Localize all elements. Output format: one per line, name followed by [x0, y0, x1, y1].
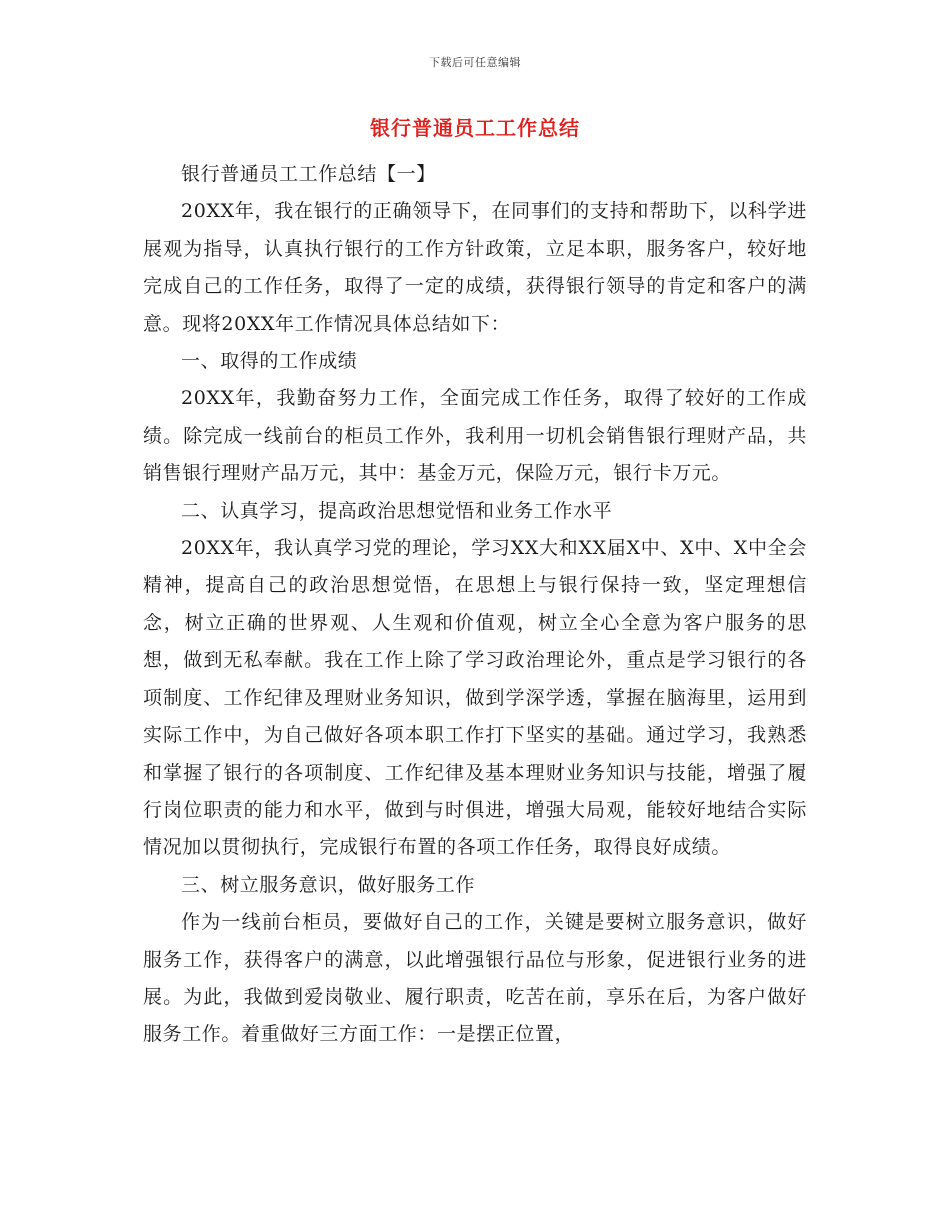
document-body [143, 156, 807, 1054]
section-heading-one: 银行普通员工工作总结【一】 [181, 163, 436, 185]
body-paragraph: 20XX年，我勤奋努力工作，全面完成工作任务，取得了较好的工作成绩。除完成一线前台的柜员工作外，我利用一切机会销售银行理财产品，共销售银行理财产品万元，其中：基金万元，保险万元，银行卡万元。 [143, 387, 807, 485]
body-paragraph: 20XX年，我认真学习党的理论，学习XX大和XX届X中、X中、X中全会精神，提高自己的政治思想觉悟，在思想上与银行保持一致，坚定理想信念，树立正确的世界观、人生观和价值观，树立全心全意为客户服务的思想，做到无私奉献。我在工作上除了学习政治理论外，重点是学习银行的各项制度、工作纪律及理财业务知识，做到学深学透，掌握在脑海里，运用到实际工作中，为自己做好各项本职工作打下坚实的基础。通过学习，我熟悉和掌握了银行的各项制度、工作纪律及基本理财业务知识与技能，增强了履行岗位职责的能力和水平，做到与时俱进，增强大局观，能较好地结合实际情况加以贯彻执行，完成银行布置的各项工作任务，取得良好成绩。 [143, 537, 807, 859]
document-title: 银行普通员工工作总结 [370, 116, 580, 140]
section-heading: 二、认真学习，提高政治思想觉悟和业务工作水平 [181, 499, 613, 522]
section-heading: 三、树立服务意识，做好服务工作 [181, 873, 476, 896]
section-heading: 一、取得的工作成绩 [181, 350, 358, 373]
body-paragraph: 作为一线前台柜员，要做好自己的工作，关键是要树立服务意识，做好服务工作，获得客户的满意，以此增强银行品位与形象，促进银行业务的进展。为此，我做到爱岗敬业、履行职责，吃苦在前，享乐在后，为客户做好服务工作。着重做好三方面工作：一是摆正位置， [143, 911, 807, 1046]
page-header-note: 下载后可任意编辑 [429, 56, 521, 69]
body-paragraph: 20XX年，我在银行的正确领导下，在同事们的支持和帮助下，以科学进展观为指导，认真执行银行的工作方针政策，立足本职，服务客户，较好地完成自己的工作任务，取得了一定的成绩，获得银行领导的肯定和客户的满意。现将20XX年工作情况具体总结如下： [143, 200, 807, 335]
